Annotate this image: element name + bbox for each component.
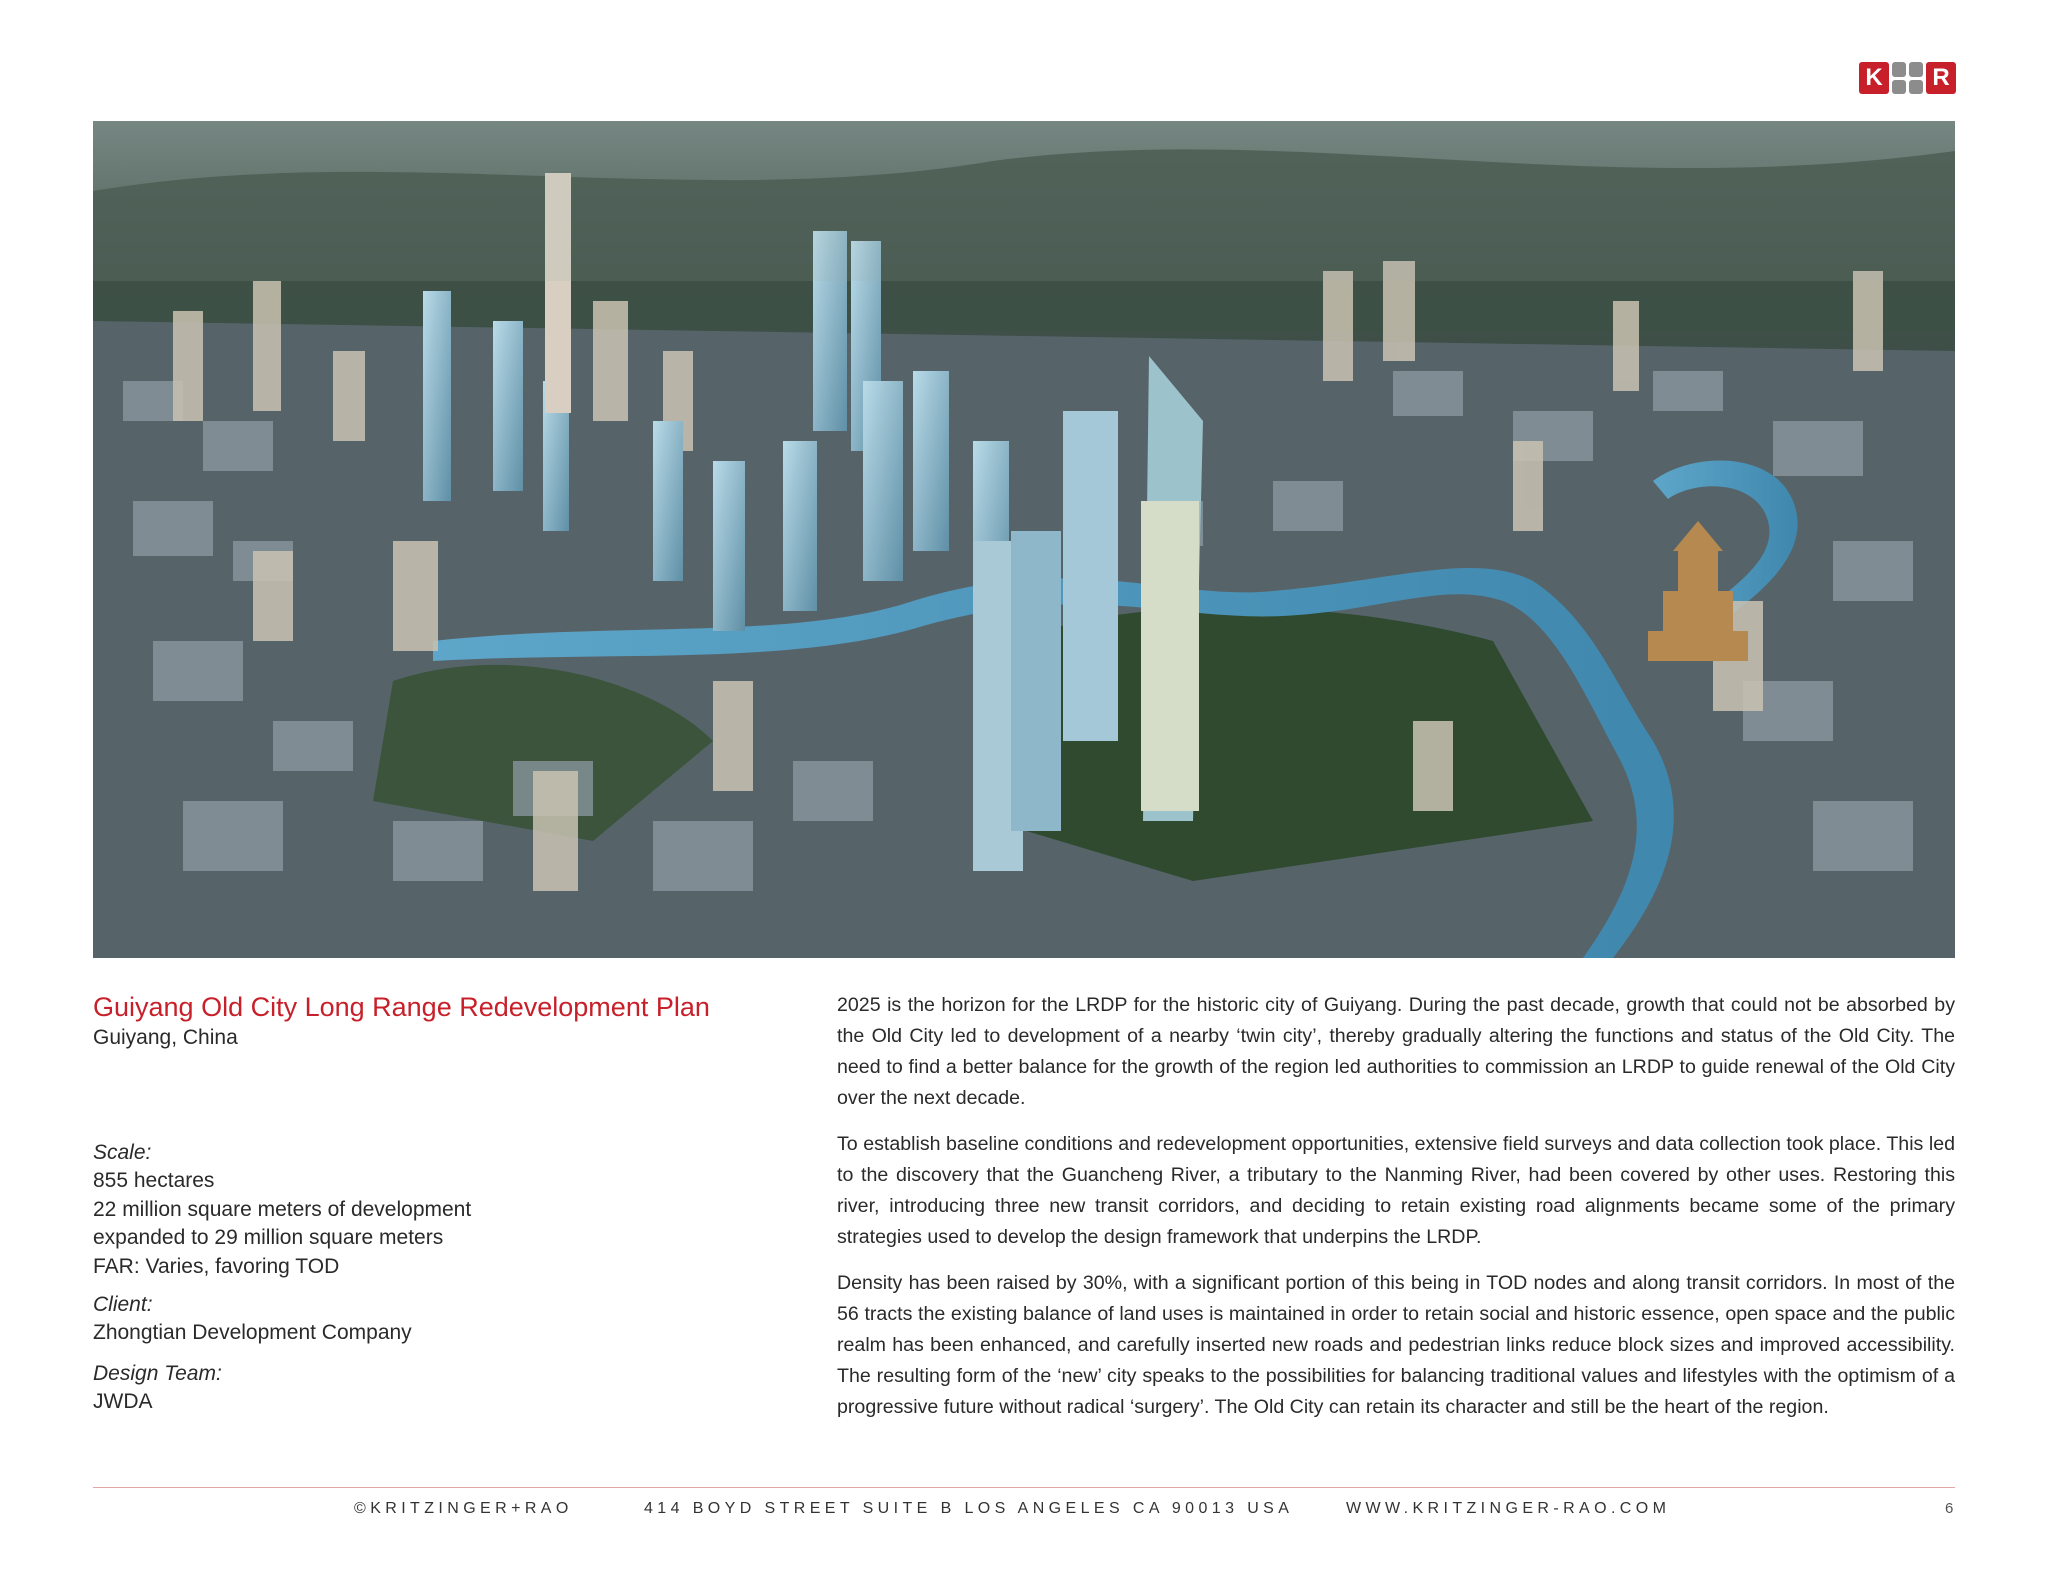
design-team-group — [93, 1360, 733, 1417]
footer-website-link[interactable]: WWW.KRITZINGER-RAO.COM — [1346, 1500, 1671, 1517]
footer-address: 414 BOYD STREET SUITE B LOS ANGELES CA 90013 USA — [644, 1500, 1294, 1517]
design-team-label: Design Team: — [93, 1361, 222, 1385]
page-footer — [93, 1497, 1955, 1521]
project-location: Guiyang, China — [93, 1026, 238, 1049]
city-illustration — [93, 121, 1955, 958]
logo-letter-r: R — [1926, 62, 1956, 94]
description-paragraph: Density has been raised by 30%, with a significant portion of this being in TOD nodes and along transit corridors. In most of the 56 tracts the existing balance of land uses is maintained in order to retain social and historic essence, open space and the public realm has been enhanced, and carefully inserted new roads and pedestrian links reduce block sizes and improved accessibility. The resulting form of the ‘new’ city speaks to the possibilities for balancing traditional values and lifestyles with the optimism of a progressive future without radical ‘surgery’. The Old City can retain its character and still be the heart of the region. — [837, 1272, 1955, 1418]
page-number: 6 — [1945, 1500, 1954, 1517]
design-team-name: JWDA — [93, 1389, 153, 1413]
logo-grid-icon — [1892, 62, 1923, 94]
scale-line: expanded to 29 million square meters — [93, 1226, 444, 1249]
kr-logo — [1859, 62, 1956, 94]
description-paragraph: 2025 is the horizon for the LRDP for the historic city of Guiyang. During the past decade, growth that could not be absorbed by the Old City led to development of a nearby ‘twin city’, thereby gradually altering the functions and status of the Old City. The need to find a better balance for the growth of the region led authorities to commission an LRDP to guide renewal of the Old City over the next decade. — [837, 994, 1955, 1109]
project-description — [837, 990, 1955, 1438]
logo-letter-k: K — [1859, 62, 1889, 94]
project-header — [93, 990, 793, 1052]
scale-label: Scale: — [93, 1141, 152, 1164]
client-name: Zhongtian Development Company — [93, 1321, 412, 1344]
project-title: Guiyang Old City Long Range Redevelopment Plan — [93, 992, 710, 1022]
scale-line: 855 hectares — [93, 1169, 215, 1192]
client-label: Client: — [93, 1293, 153, 1316]
footer-copyright: ©KRITZINGER+RAO — [354, 1500, 573, 1517]
haze — [93, 121, 1955, 281]
client-group — [93, 1291, 733, 1348]
scale-group — [93, 1139, 733, 1281]
footer-divider — [93, 1487, 1955, 1488]
project-facts — [93, 1139, 733, 1428]
description-paragraph: To establish baseline conditions and redevelopment opportunities, extensive field surveys and data collection took place. This led to the discovery that the Guancheng River, a tributary to the Nanming River, had been covered by other uses. Restoring this river, introducing three new transit corridors, and deciding to retain existing road alignments became some of the primary strategies used to develop the design framework that underpins the LRDP. — [837, 1133, 1955, 1248]
scale-line: 22 million square meters of development — [93, 1197, 472, 1221]
aerial-city-rendering — [93, 121, 1955, 958]
scale-line: FAR: Varies, favoring TOD — [93, 1254, 340, 1278]
